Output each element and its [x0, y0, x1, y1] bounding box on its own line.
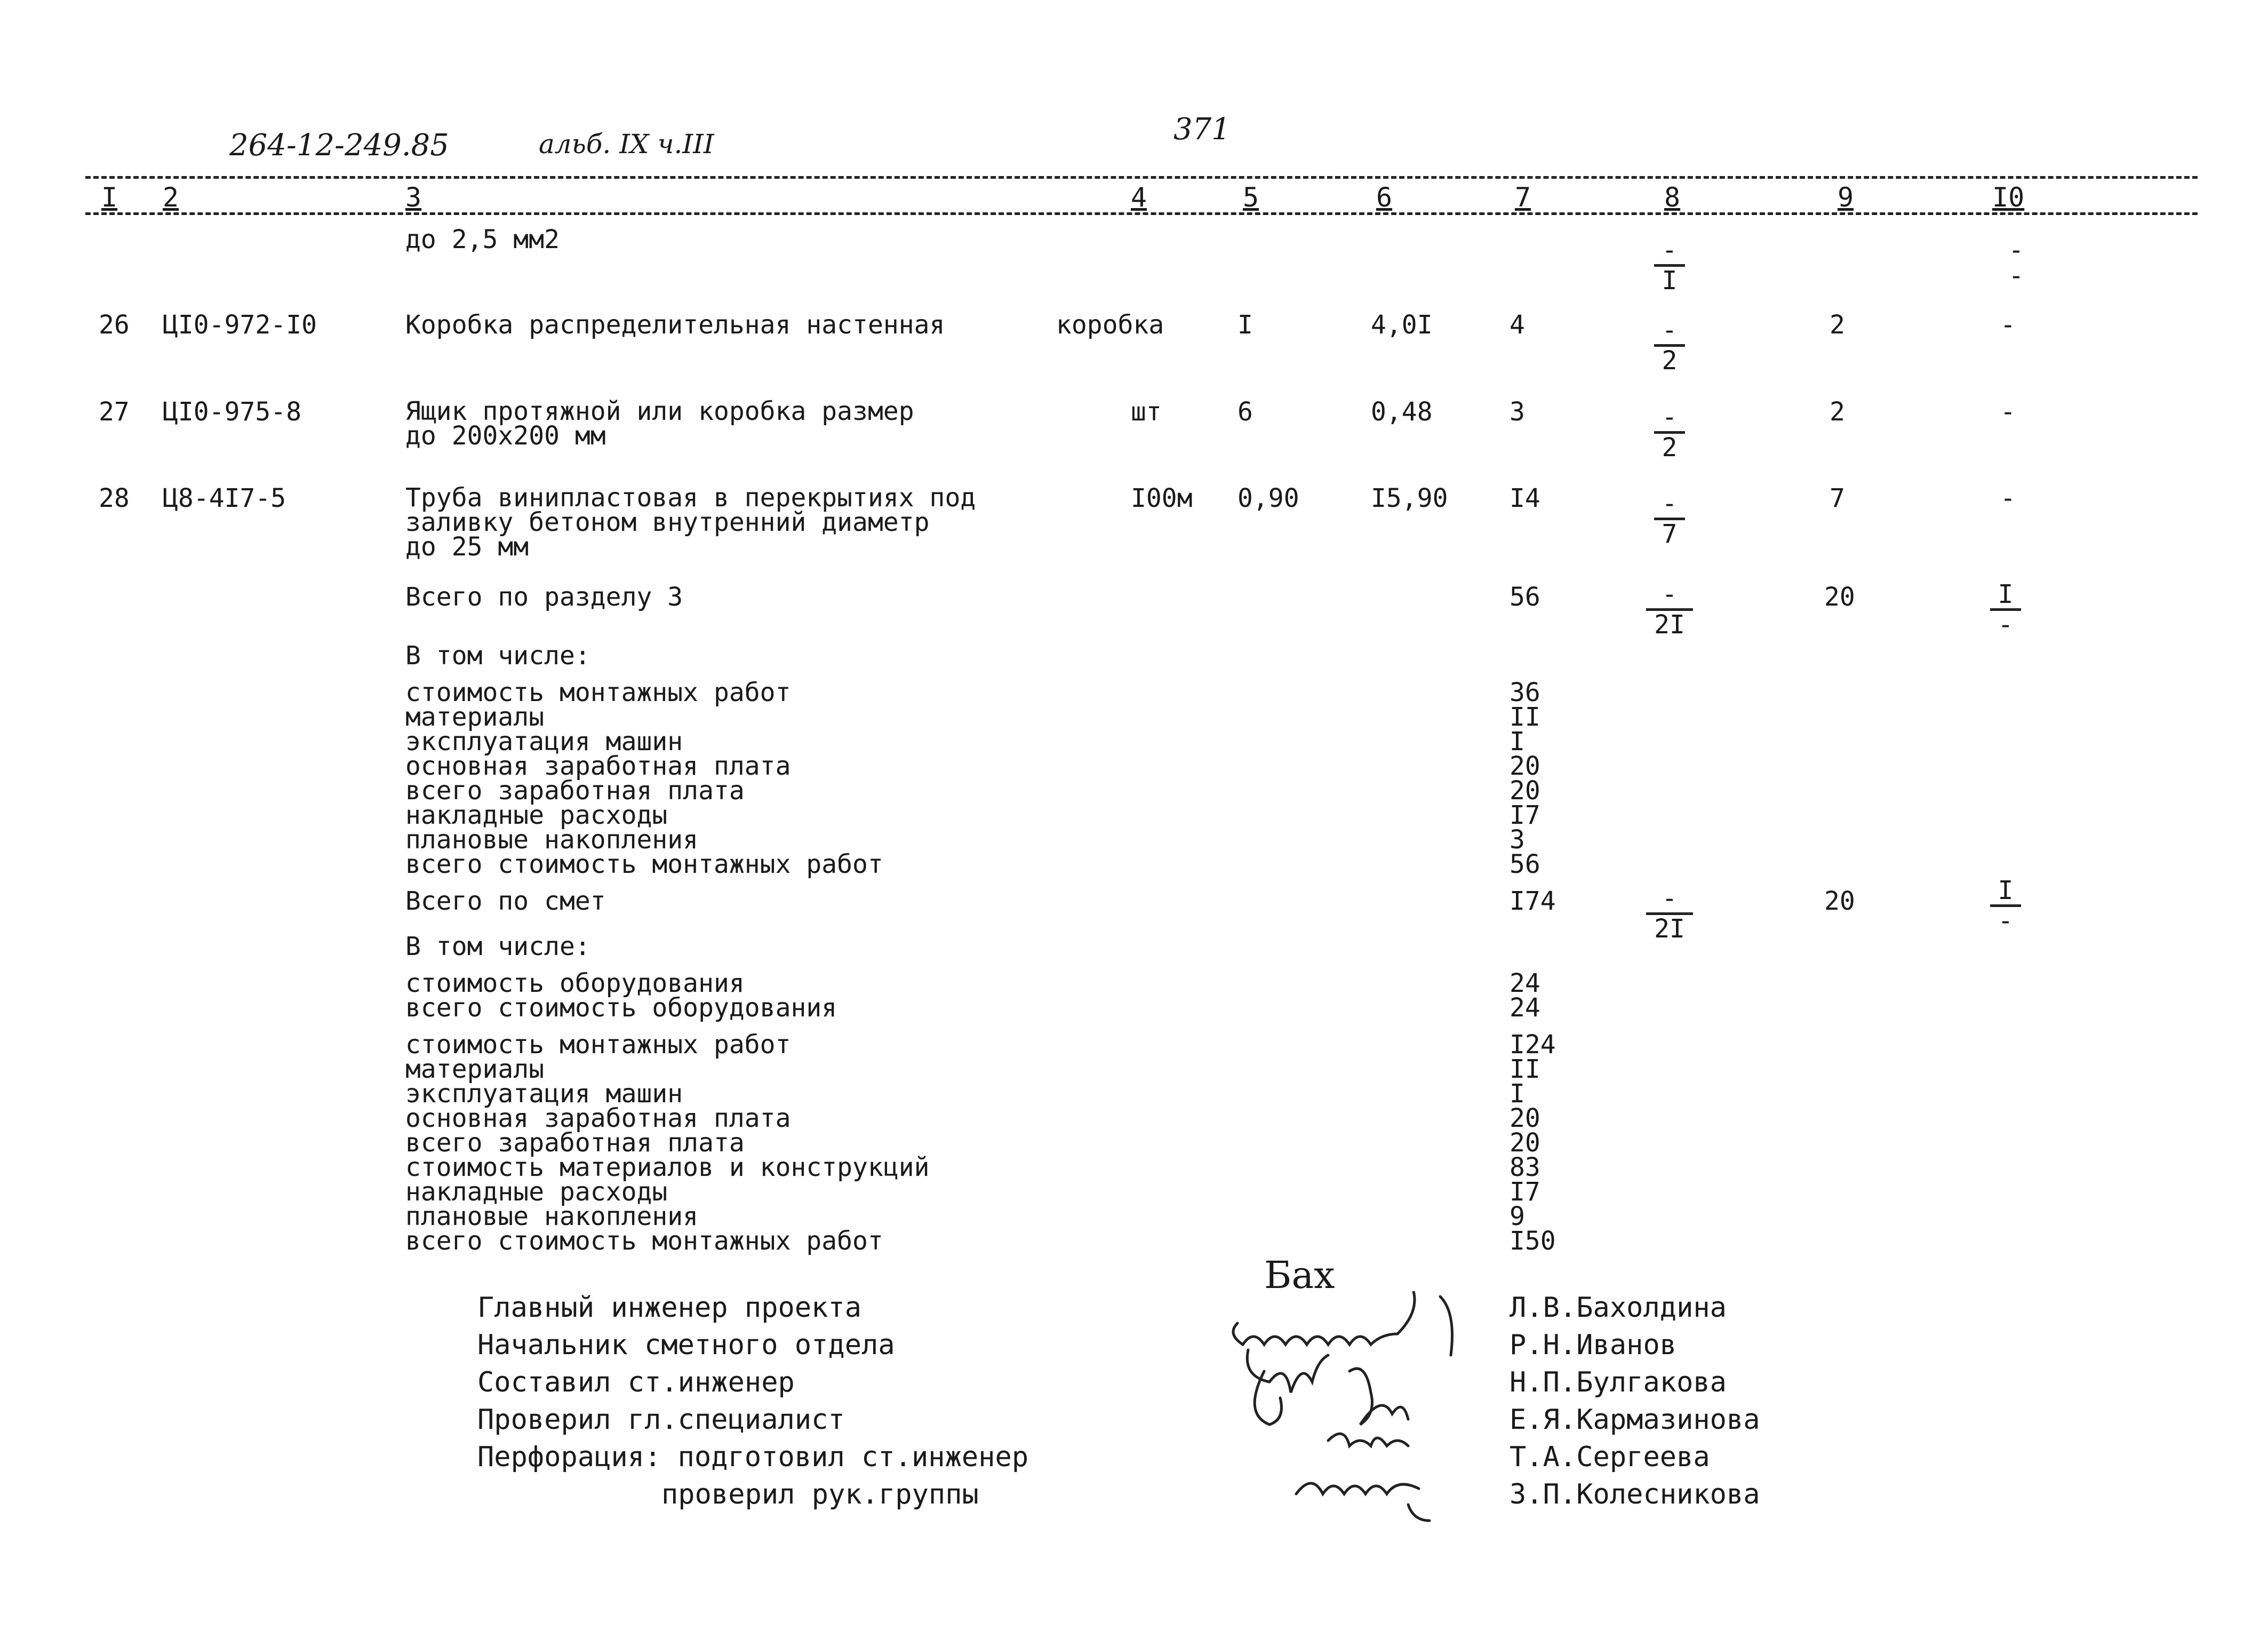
breakdown-value: 83 — [1510, 1152, 1540, 1182]
row-26-qty: I — [1237, 310, 1253, 340]
breakdown-label: накладные расходы — [405, 1177, 668, 1207]
row-28-c8 — [1651, 491, 1688, 547]
role-perforation-checked: проверил рук.группы — [661, 1478, 979, 1510]
installation-values — [1510, 1030, 1556, 1256]
row-26-c8 — [1651, 315, 1688, 376]
fraction-bottom: 7 — [1662, 519, 1678, 549]
section-total-c7: 56 — [1510, 582, 1540, 612]
breakdown-label: всего стоимость оборудования — [405, 993, 837, 1023]
row-26-c9: 2 — [1830, 310, 1845, 340]
desc-line: заливку бетоном внутренний диаметр — [405, 507, 930, 537]
breakdown-label: всего заработная плата — [405, 1128, 745, 1158]
section-total-c8 — [1643, 579, 1696, 640]
estimate-total-c7: I74 — [1510, 886, 1556, 916]
estimate-total-c10 — [1987, 878, 2024, 934]
breakdown-value: 20 — [1510, 1103, 1540, 1133]
fraction-top: - — [1662, 402, 1678, 432]
name-chief-engineer: Л.В.Бахолдина — [1510, 1292, 1727, 1324]
breakdown-label: всего стоимость монтажных работ — [405, 1226, 883, 1256]
fraction-top: I — [1998, 876, 2014, 905]
row-27-c8 — [1651, 402, 1688, 463]
role-perforation-prepared: Перфорация: подготовил ст.инженер — [477, 1441, 1029, 1473]
row-26-price: 4,0I — [1371, 310, 1433, 340]
estimate-breakdown-heading: В том числе: — [405, 932, 590, 961]
role-checked-by: Проверил гл.специалист — [477, 1404, 845, 1436]
breakdown-value: 56 — [1510, 849, 1540, 879]
name-compiled-by: Н.П.Булгакова — [1510, 1366, 1727, 1398]
row-28-desc — [405, 483, 976, 562]
breakdown-label: стоимость оборудования — [405, 968, 745, 998]
estimate-total-c8 — [1643, 886, 1696, 942]
section-total-c9: 20 — [1824, 582, 1855, 612]
handwritten-note: Бах — [1264, 1253, 1335, 1297]
breakdown-label: всего заработная плата — [405, 776, 745, 806]
breakdown-label: стоимость монтажных работ — [405, 678, 791, 707]
breakdown-value: 24 — [1510, 968, 1540, 998]
fraction-top: I — [1998, 579, 2014, 609]
section-breakdown-labels — [405, 680, 883, 877]
col-head-2: 2 — [163, 182, 179, 213]
breakdown-label: эксплуатация машин — [405, 1079, 683, 1109]
row-27-c10: - — [2000, 397, 2016, 427]
col-head-3: 3 — [405, 182, 422, 213]
col-head-5: 5 — [1243, 182, 1259, 213]
carry-over-desc: до 2,5 мм2 — [405, 225, 560, 255]
breakdown-value: I — [1510, 1079, 1525, 1109]
breakdown-label: накладные расходы — [405, 800, 668, 830]
fraction-top: - — [1662, 315, 1678, 345]
name-checked-by: Е.Я.Кармазинова — [1510, 1404, 1760, 1436]
breakdown-label: основная заработная плата — [405, 751, 791, 781]
fraction-bottom: 2I — [1654, 914, 1685, 944]
equipment-values — [1510, 968, 1540, 1023]
row-26-desc: Коробка распределительная настенная — [405, 310, 945, 340]
fraction-bottom: 2I — [1654, 610, 1685, 640]
row-27-num: 27 — [99, 397, 130, 427]
page-number: 371 — [1173, 112, 1231, 147]
desc-line: Труба винипластовая в перекрытиях под — [405, 483, 976, 513]
row-28-code: Ц8-4I7-5 — [163, 483, 286, 513]
name-head-of-estimates: Р.Н.Иванов — [1510, 1329, 1677, 1361]
role-chief-engineer: Главный инженер проекта — [477, 1292, 862, 1324]
breakdown-label: стоимость монтажных работ — [405, 1030, 791, 1060]
section-breakdown-heading: В том числе: — [405, 641, 590, 671]
fraction-top: - — [1662, 579, 1678, 609]
breakdown-value: I7 — [1510, 800, 1540, 830]
row-26-num: 26 — [99, 310, 130, 340]
fraction-top: - — [1662, 884, 1678, 913]
row-26-c10: - — [2000, 310, 2016, 340]
breakdown-value: 9 — [1510, 1202, 1525, 1231]
row-28-qty: 0,90 — [1237, 483, 1299, 513]
breakdown-value: I7 — [1510, 1177, 1540, 1207]
name-perforation-checked: З.П.Колесникова — [1510, 1478, 1760, 1510]
col-head-4: 4 — [1131, 182, 1147, 213]
fraction-bottom: - — [1998, 610, 2014, 640]
carry-over-c10 — [1998, 237, 2035, 289]
album-label: альб. IX ч.III — [539, 129, 714, 160]
row-26-total: 4 — [1510, 310, 1525, 340]
col-head-10: I0 — [1992, 182, 2025, 213]
row-28-c9: 7 — [1830, 483, 1845, 513]
row-27-unit: шт — [1131, 397, 1162, 427]
breakdown-label: плановые накопления — [405, 825, 699, 855]
row-28-price: I5,90 — [1371, 483, 1448, 513]
role-head-of-estimates: Начальник сметного отдела — [477, 1329, 895, 1361]
installation-labels — [405, 1030, 930, 1256]
desc-line: до 25 мм — [405, 532, 529, 562]
fraction-top: - — [1662, 235, 1678, 265]
fraction-bottom: 2 — [1662, 346, 1678, 376]
row-28-num: 28 — [99, 483, 130, 513]
row-27-qty: 6 — [1237, 397, 1253, 427]
fraction-bottom: - — [2008, 261, 2024, 291]
breakdown-label: материалы — [405, 702, 545, 732]
handwritten-signatures — [1216, 1291, 1494, 1547]
row-28-total: I4 — [1510, 483, 1540, 513]
breakdown-label: эксплуатация машин — [405, 727, 683, 757]
breakdown-value: 20 — [1510, 751, 1540, 781]
breakdown-label: основная заработная плата — [405, 1103, 791, 1133]
row-27-desc — [405, 396, 914, 451]
breakdown-value: 36 — [1510, 678, 1540, 707]
equipment-labels — [405, 968, 837, 1023]
fraction-top: - — [2008, 235, 2024, 265]
section-total-c10 — [1987, 579, 2024, 640]
col-head-8: 8 — [1664, 182, 1681, 213]
estimate-total-label: Всего по смет — [405, 886, 606, 916]
row-26-code: ЦI0-972-I0 — [163, 310, 317, 340]
breakdown-value: 3 — [1510, 825, 1525, 855]
row-27-code: ЦI0-975-8 — [163, 397, 302, 427]
row-28-c10: - — [2000, 483, 2016, 513]
breakdown-value: 24 — [1510, 993, 1540, 1023]
col-head-7: 7 — [1515, 182, 1531, 213]
fraction-top: - — [1662, 489, 1678, 519]
breakdown-label: материалы — [405, 1054, 545, 1084]
carry-over-c8 — [1651, 235, 1688, 296]
row-28-unit: I00м — [1131, 483, 1193, 513]
breakdown-label: всего стоимость монтажных работ — [405, 849, 883, 879]
breakdown-value: I — [1510, 727, 1525, 757]
estimate-total-c9: 20 — [1824, 886, 1855, 916]
col-head-6: 6 — [1376, 182, 1393, 213]
row-26-unit: коробка — [1056, 310, 1164, 340]
role-compiled-by: Составил ст.инженер — [477, 1366, 795, 1398]
row-27-price: 0,48 — [1371, 397, 1433, 427]
section-total-label: Всего по разделу 3 — [405, 582, 683, 612]
col-head-1: I — [101, 182, 118, 213]
breakdown-value: I24 — [1510, 1030, 1556, 1060]
row-27-c9: 2 — [1830, 397, 1845, 427]
fraction-bottom: - — [1998, 906, 2014, 936]
breakdown-label: стоимость материалов и конструкций — [405, 1152, 930, 1182]
section-breakdown-values — [1510, 680, 1540, 877]
breakdown-value: 20 — [1510, 776, 1540, 806]
fraction-bottom: I — [1662, 266, 1678, 296]
breakdown-value: 20 — [1510, 1128, 1540, 1158]
desc-line: до 200x200 мм — [405, 421, 606, 451]
document-number: 264-12-249.85 — [229, 128, 449, 163]
breakdown-value: II — [1510, 702, 1540, 732]
row-27-total: 3 — [1510, 397, 1525, 427]
breakdown-value: II — [1510, 1054, 1540, 1084]
fraction-bottom: 2 — [1662, 433, 1678, 463]
header-rule-top — [85, 176, 2198, 179]
name-perforation-prepared: Т.А.Сергеева — [1510, 1441, 1710, 1473]
breakdown-label: плановые накопления — [405, 1202, 699, 1231]
desc-line: Ящик протяжной или коробка размер — [405, 396, 914, 426]
breakdown-value: I50 — [1510, 1226, 1556, 1256]
col-head-9: 9 — [1838, 182, 1854, 213]
